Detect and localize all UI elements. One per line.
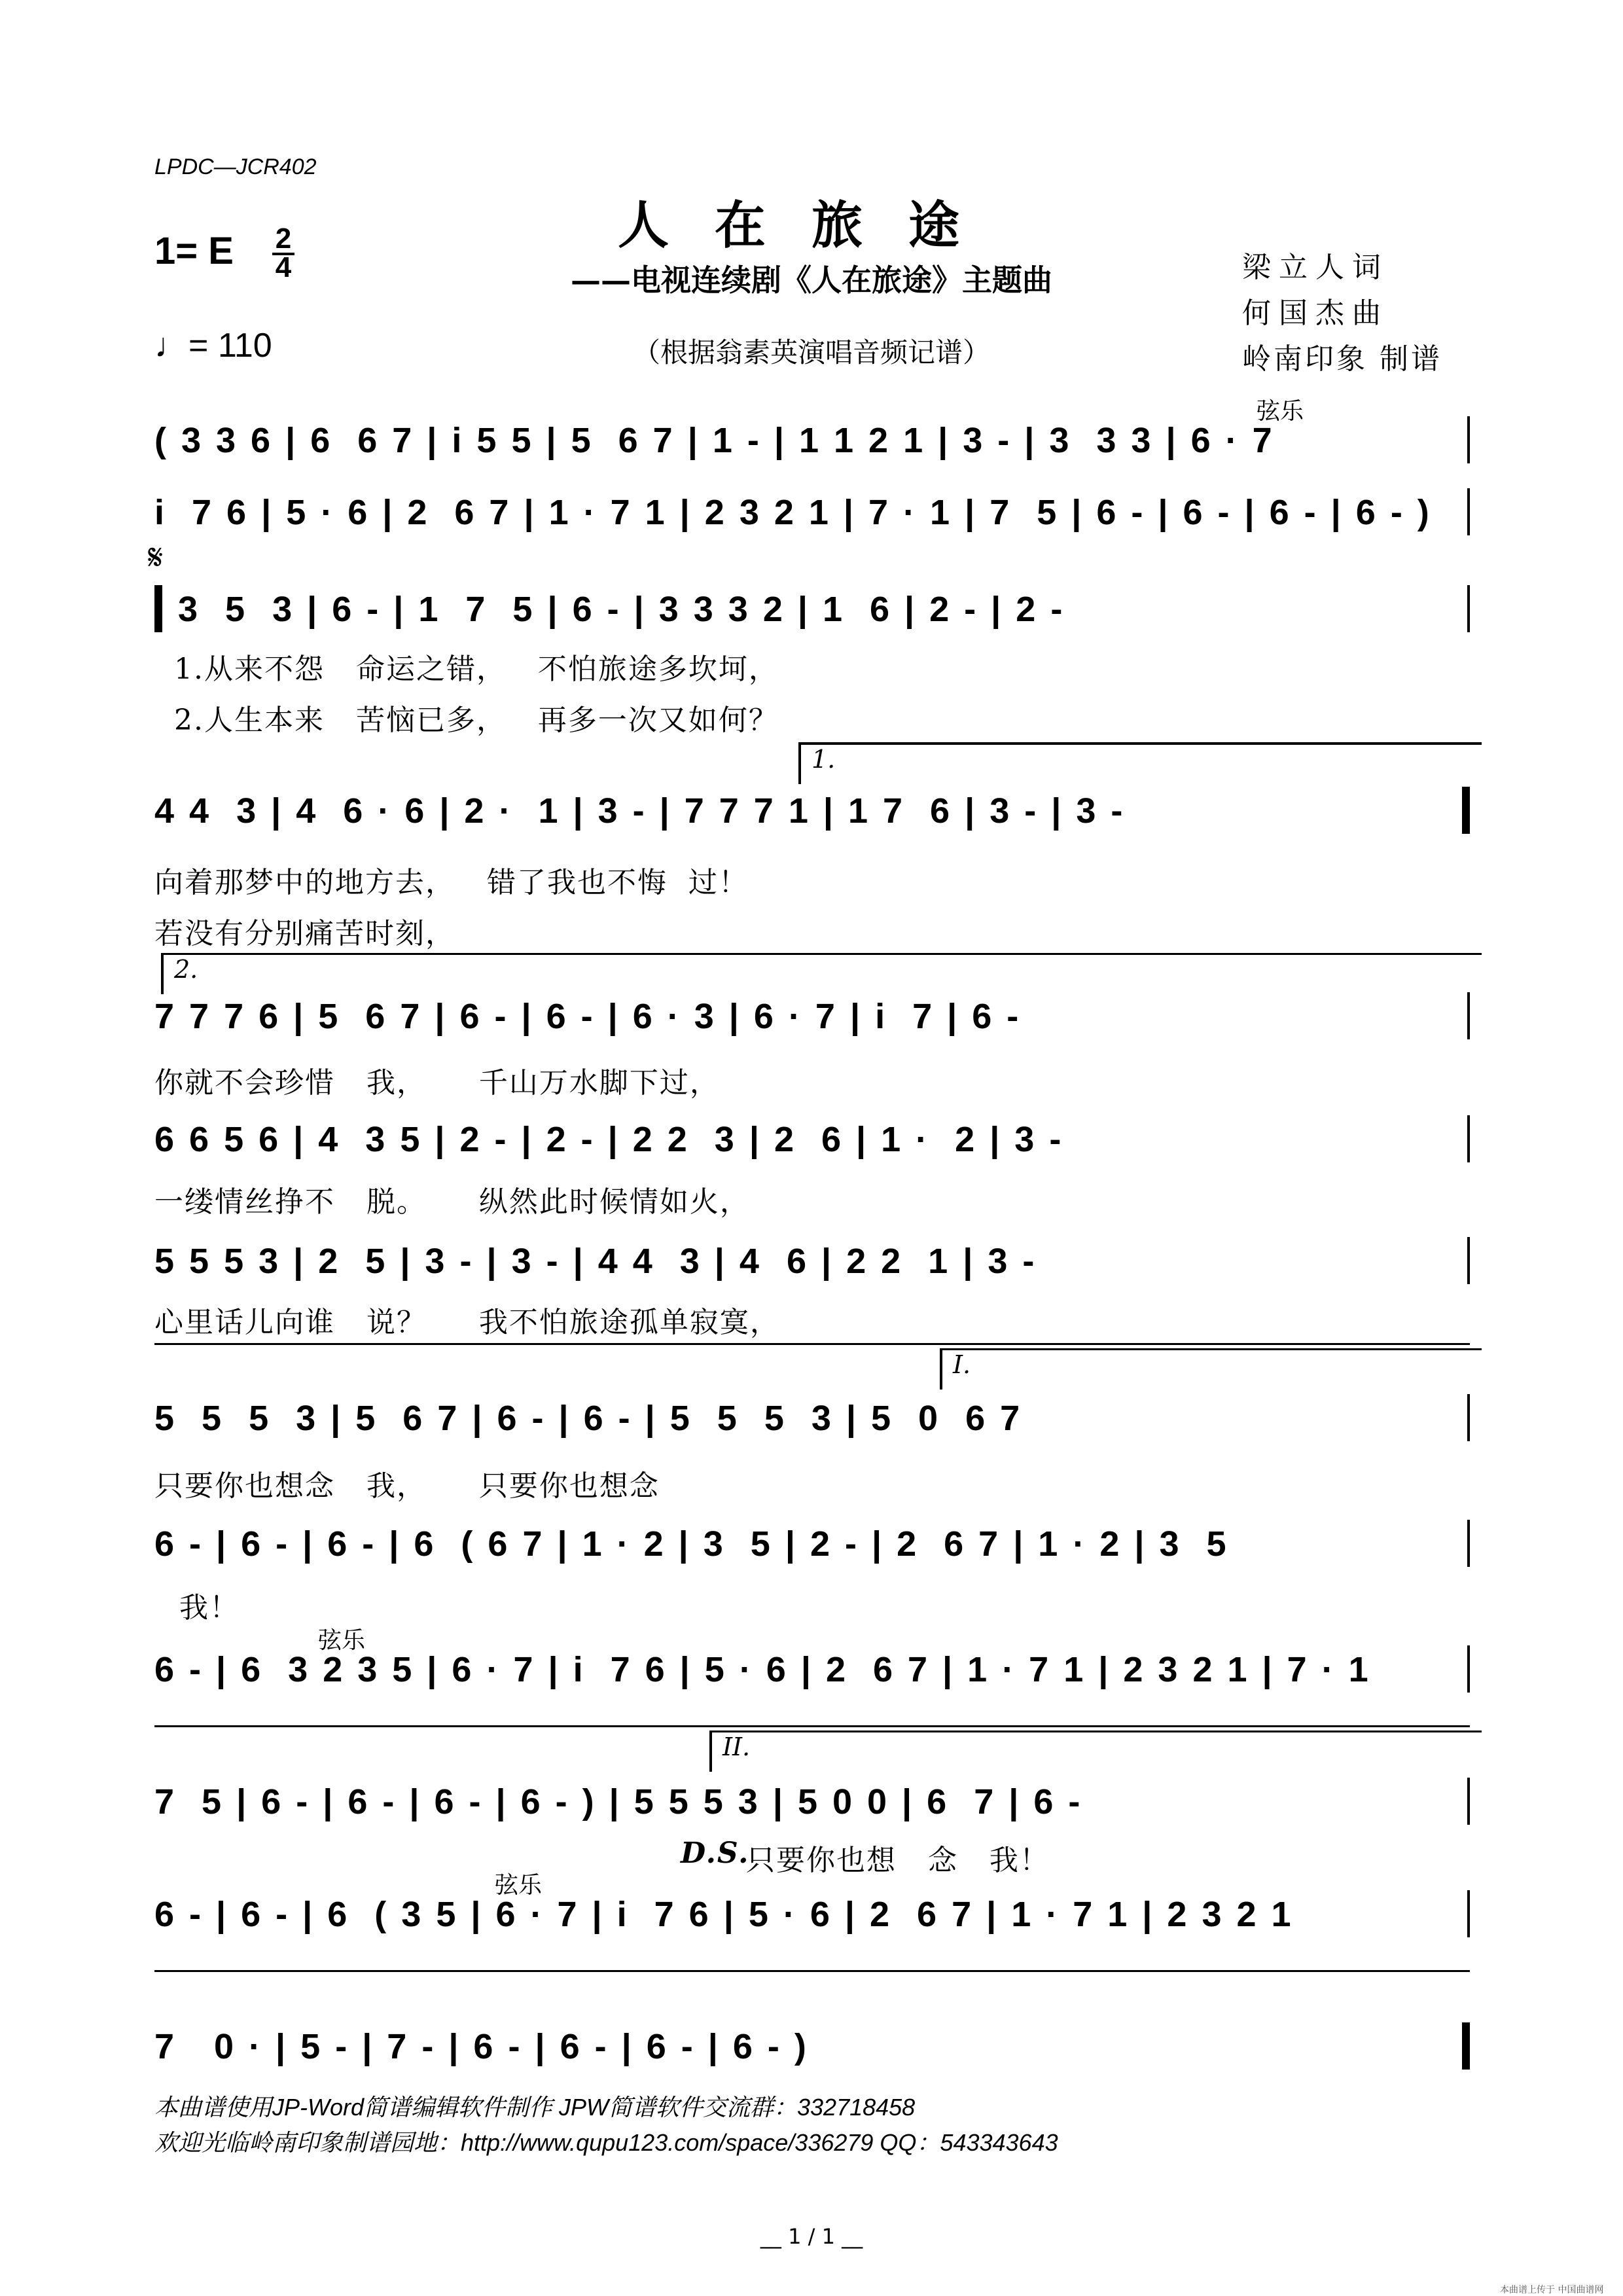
notes: 6 6 5 6 | 4 3 5 | 2 - | 2 - | 2 2 3 | 2 6 | 1 · 2 | 3 - — [154, 1120, 1064, 1159]
lyrics-line-11: 只要你也想 念 我！ — [746, 1844, 1050, 1877]
barline — [1467, 1778, 1470, 1825]
barline — [1467, 1520, 1470, 1567]
time-signature — [272, 223, 294, 283]
score-row-2 — [154, 488, 1470, 547]
lyrics-line-4a: 向着那梦中的地方去， 错了我也不悔 过！ — [154, 866, 749, 899]
volta-bracket-II — [709, 1731, 1482, 1772]
song-title: 人在旅途 — [617, 196, 1005, 255]
lyrics-line-8: 只要你也想念 我， 只要你也想念 — [154, 1469, 660, 1503]
footer-software-line: 本曲谱使用JP-Word简谱编辑软件制作 JPW简谱软件交流群：332718458 — [154, 2094, 916, 2121]
barline — [1467, 1890, 1470, 1937]
score-code: LPDC—JCR402 — [154, 154, 317, 179]
notes: i 7 6 | 5 · 6 | 2 6 7 | 1 · 7 1 | 2 3 2 1 | 7 · 1 | 7 5 | 6 - | 6 - | 6 - | 6 - ) — [154, 493, 1432, 532]
volta-bracket-1 — [798, 742, 1482, 784]
volta-number: II. — [722, 1732, 751, 1761]
lyrics-line-5: 你就不会珍惜 我， 千山万水脚下过， — [154, 1066, 720, 1100]
lyrics-line-6: 一缕情丝挣不 脱。 纵然此时候情如火， — [154, 1185, 750, 1219]
lyrics-line-7: 心里话儿向谁 说？ 我不怕旅途孤单寂寞， — [154, 1306, 780, 1339]
footer-website-line: 欢迎光临岭南印象制谱园地：http://www.qupu123.com/space/336279 QQ：543343643 — [154, 2129, 1058, 2156]
notes: 6 - | 6 - | 6 ( 3 5 | 6 · 7 | i 7 6 | 5 · 6 | 2 6 7 | 1 · 7 1 | 2 3 2 1 — [154, 1895, 1294, 1934]
score-row-7 — [154, 1237, 1470, 1296]
score-row-3 — [154, 585, 1470, 644]
barline — [1467, 488, 1470, 535]
strings-mark: 弦乐 — [495, 1872, 543, 1899]
song-subtitle: ——电视连续剧《人在旅途》主题曲 — [571, 262, 1052, 298]
notes: 4 4 3 | 4 6 · 6 | 2 · 1 | 3 - | 7 7 7 1 | 1 7 6 | 3 - | 3 - — [154, 791, 1126, 831]
lyrics-verse-2: 2.人生本来 苦恼已多， 再多一次又如何？ — [174, 704, 779, 737]
system-divider — [154, 1970, 1470, 1972]
repeat-end-barline — [1462, 787, 1470, 834]
barline — [1467, 1645, 1470, 1693]
volta-number: 2. — [174, 955, 198, 984]
barline — [1467, 1394, 1470, 1441]
repeat-start-barline — [154, 585, 162, 632]
tempo-marking: ♩= 110 — [154, 327, 272, 365]
score-row-13 — [154, 2022, 1470, 2081]
score-row-4 — [154, 787, 1470, 846]
time-signature-bottom: 4 — [275, 251, 292, 283]
key-signature: 1= E — [154, 230, 234, 272]
barline — [1467, 1115, 1470, 1162]
volta-number: I. — [953, 1350, 971, 1379]
barline — [1467, 585, 1470, 632]
system-divider — [154, 1343, 1470, 1345]
site-watermark: 本曲谱上传于 中国曲谱网 — [1500, 2285, 1604, 2295]
volta-bracket-2 — [161, 953, 1482, 994]
lyricist-credit: 梁立人词 — [1242, 251, 1389, 284]
notes: 7 0 · | 5 - | 7 - | 6 - | 6 - | 6 - | 6 - ) — [154, 2027, 809, 2066]
barline — [1467, 1237, 1470, 1284]
score-row-8 — [154, 1394, 1470, 1453]
score-row-10 — [154, 1645, 1470, 1704]
volta-bracket-I — [940, 1348, 1482, 1390]
notes: 6 - | 6 - | 6 - | 6 ( 6 7 | 1 · 2 | 3 5 | 2 - | 2 6 7 | 1 · 2 | 3 5 — [154, 1524, 1229, 1564]
composer-credit: 何国杰曲 — [1242, 296, 1389, 330]
page-number: __ 1 / 1 __ — [760, 2224, 863, 2249]
time-signature-top: 2 — [275, 223, 292, 255]
score-row-11 — [154, 1778, 1470, 1837]
notes: 6 - | 6 3 2 3 5 | 6 · 7 | i 7 6 | 5 · 6 | 2 6 7 | 1 · 7 1 | 2 3 2 1 | 7 · 1 — [154, 1650, 1371, 1689]
barline — [1467, 992, 1470, 1039]
notes: 5 5 5 3 | 2 5 | 3 - | 3 - | 4 4 3 | 4 6 | 2 2 1 | 3 - — [154, 1242, 1037, 1281]
notes: 7 5 | 6 - | 6 - | 6 - | 6 - ) | 5 5 5 3 | 5 0 0 | 6 7 | 6 - — [154, 1782, 1083, 1821]
volta-number: 1. — [812, 745, 836, 774]
lyrics-line-9: 我！ — [179, 1591, 240, 1624]
notes: 7 7 7 6 | 5 6 7 | 6 - | 6 - | 6 · 3 | 6 · 7 | i 7 | 6 - — [154, 997, 1022, 1036]
transcription-note: （根据翁素英演唱音频记谱） — [632, 336, 990, 368]
lyrics-verse-1: 1.从来不怨 命运之错， 不怕旅途多坎坷， — [174, 653, 779, 686]
score-row-9 — [154, 1520, 1470, 1579]
strings-mark: 弦乐 — [318, 1627, 366, 1654]
notes: 5 5 5 3 | 5 6 7 | 6 - | 6 - | 5 5 5 3 | 5 0 6 7 — [154, 1399, 1023, 1438]
dal-segno-mark: D.S. — [681, 1837, 750, 1870]
score-row-1 — [154, 416, 1470, 475]
lyrics-line-4b: 若没有分别痛苦时刻， — [154, 917, 455, 950]
final-barline — [1462, 2022, 1470, 2070]
strings-mark: 弦乐 — [1257, 398, 1304, 425]
segno-sign: 𝄋 — [148, 537, 164, 578]
notes: ( 3 3 6 | 6 6 7 | i 5 5 | 5 6 7 | 1 - | 1 1 2 1 | 3 - | 3 3 3 | 6 · 7 — [154, 421, 1275, 460]
barline — [1467, 416, 1470, 463]
notes: 3 5 3 | 6 - | 1 7 5 | 6 - | 3 3 3 2 | 1 6 | 2 - | 2 - — [178, 590, 1065, 629]
score-row-12 — [154, 1890, 1470, 1949]
arranger-credit: 岭南印象 制谱 — [1242, 342, 1442, 376]
score-row-5 — [154, 992, 1470, 1051]
system-divider — [154, 1725, 1470, 1727]
score-row-6 — [154, 1115, 1470, 1174]
